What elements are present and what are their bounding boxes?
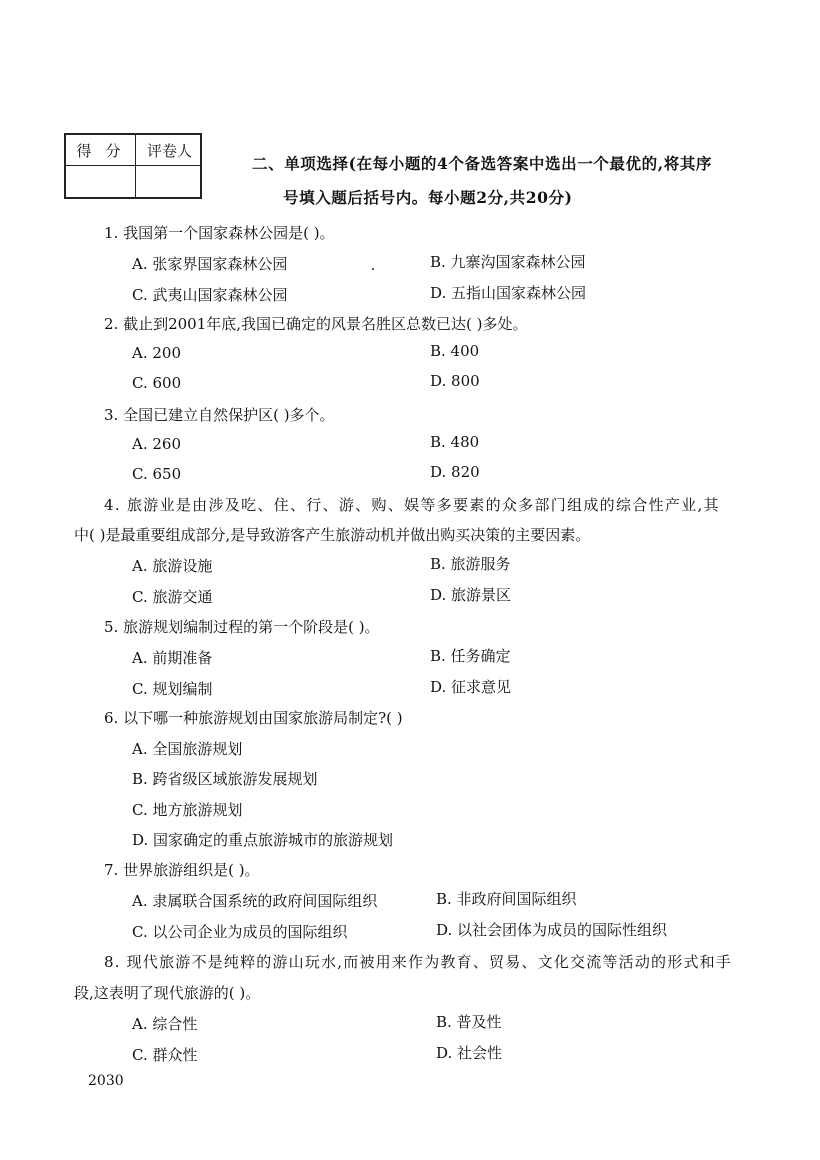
question-8-line1: 8. 现代旅游不是纯粹的游山玩水,而被用来作为教育、贸易、文化交流等活动的形式和手 (104, 953, 733, 971)
question-3-option-a: A. 260 (132, 435, 181, 453)
grader-label: 评卷人 (146, 142, 192, 160)
question-7: 7. 世界旅游组织是( )。 (104, 861, 260, 879)
score-table (64, 133, 202, 199)
score-label: 得分 (76, 142, 135, 160)
section-title-line1: 二、单项选择(在每小题的4个备选答案中选出一个最优的,将其序 (252, 154, 713, 173)
table-divider-horizontal (66, 165, 200, 166)
question-2: 2. 截止到2001年底,我国已确定的风景名胜区总数已达( )多处。 (104, 315, 528, 333)
question-3-option-b: B. 480 (430, 433, 480, 451)
question-7-option-d: D. 以社会团体为成员的国际性组织 (436, 921, 668, 939)
question-8-line2: 段,这表明了现代旅游的( )。 (74, 984, 261, 1002)
question-7-option-c: C. 以公司企业为成员的国际组织 (132, 923, 348, 941)
question-8-option-a: A. 综合性 (132, 1015, 198, 1033)
question-4-option-a: A. 旅游设施 (132, 557, 213, 575)
question-7-option-a: A. 隶属联合国系统的政府间国际组织 (132, 892, 378, 910)
question-2-option-b: B. 400 (430, 342, 480, 360)
question-6-option-d: D. 国家确定的重点旅游城市的旅游规划 (132, 831, 394, 849)
question-4-option-b: B. 旅游服务 (430, 555, 511, 573)
section-title-line2: 号填入题后括号内。每小题2分,共20分) (283, 188, 573, 207)
question-1-option-b: B. 九寨沟国家森林公园 (430, 253, 586, 271)
question-6-option-c: C. 地方旅游规划 (132, 801, 243, 819)
question-7-option-b: B. 非政府间国际组织 (436, 890, 577, 908)
page-number: 2030 (88, 1073, 124, 1089)
question-4-option-d: D. 旅游景区 (430, 586, 512, 604)
question-5-option-c: C. 规划编制 (132, 680, 213, 698)
question-6: 6. 以下哪一种旅游规划由国家旅游局制定?( ) (104, 709, 403, 727)
question-4-option-c: C. 旅游交通 (132, 588, 213, 606)
question-6-option-b: B. 跨省级区域旅游发展规划 (132, 770, 318, 788)
question-5-option-a: A. 前期准备 (132, 649, 213, 667)
question-8-option-c: C. 群众性 (132, 1046, 198, 1064)
question-1-option-a: A. 张家界国家森林公园 (132, 255, 288, 273)
question-3-option-d: D. 820 (430, 463, 480, 481)
question-6-option-a: A. 全国旅游规划 (132, 740, 243, 758)
question-8-option-d: D. 社会性 (436, 1044, 503, 1062)
question-5: 5. 旅游规划编制过程的第一个阶段是( )。 (104, 618, 380, 636)
question-4-line1: 4. 旅游业是由涉及吃、住、行、游、购、娱等多要素的众多部门组成的综合性产业,其 (104, 496, 720, 514)
question-2-option-c: C. 600 (132, 374, 182, 392)
question-8-option-b: B. 普及性 (436, 1013, 502, 1031)
question-5-option-b: B. 任务确定 (430, 647, 511, 665)
question-5-option-d: D. 征求意见 (430, 678, 512, 696)
question-4-line2: 中( )是最重要组成部分,是导致游客产生旅游动机并做出购买决策的主要因素。 (74, 526, 591, 544)
question-3-option-c: C. 650 (132, 465, 182, 483)
question-2-option-a: A. 200 (132, 344, 181, 362)
table-divider-vertical (135, 135, 136, 197)
question-1: 1. 我国第一个国家森林公园是( )。 (104, 224, 335, 242)
print-speck (372, 268, 374, 270)
question-1-option-d: D. 五指山国家森林公园 (430, 284, 587, 302)
question-3: 3. 全国已建立自然保护区( )多个。 (104, 406, 335, 424)
question-1-option-c: C. 武夷山国家森林公园 (132, 286, 288, 304)
question-2-option-d: D. 800 (430, 372, 480, 390)
